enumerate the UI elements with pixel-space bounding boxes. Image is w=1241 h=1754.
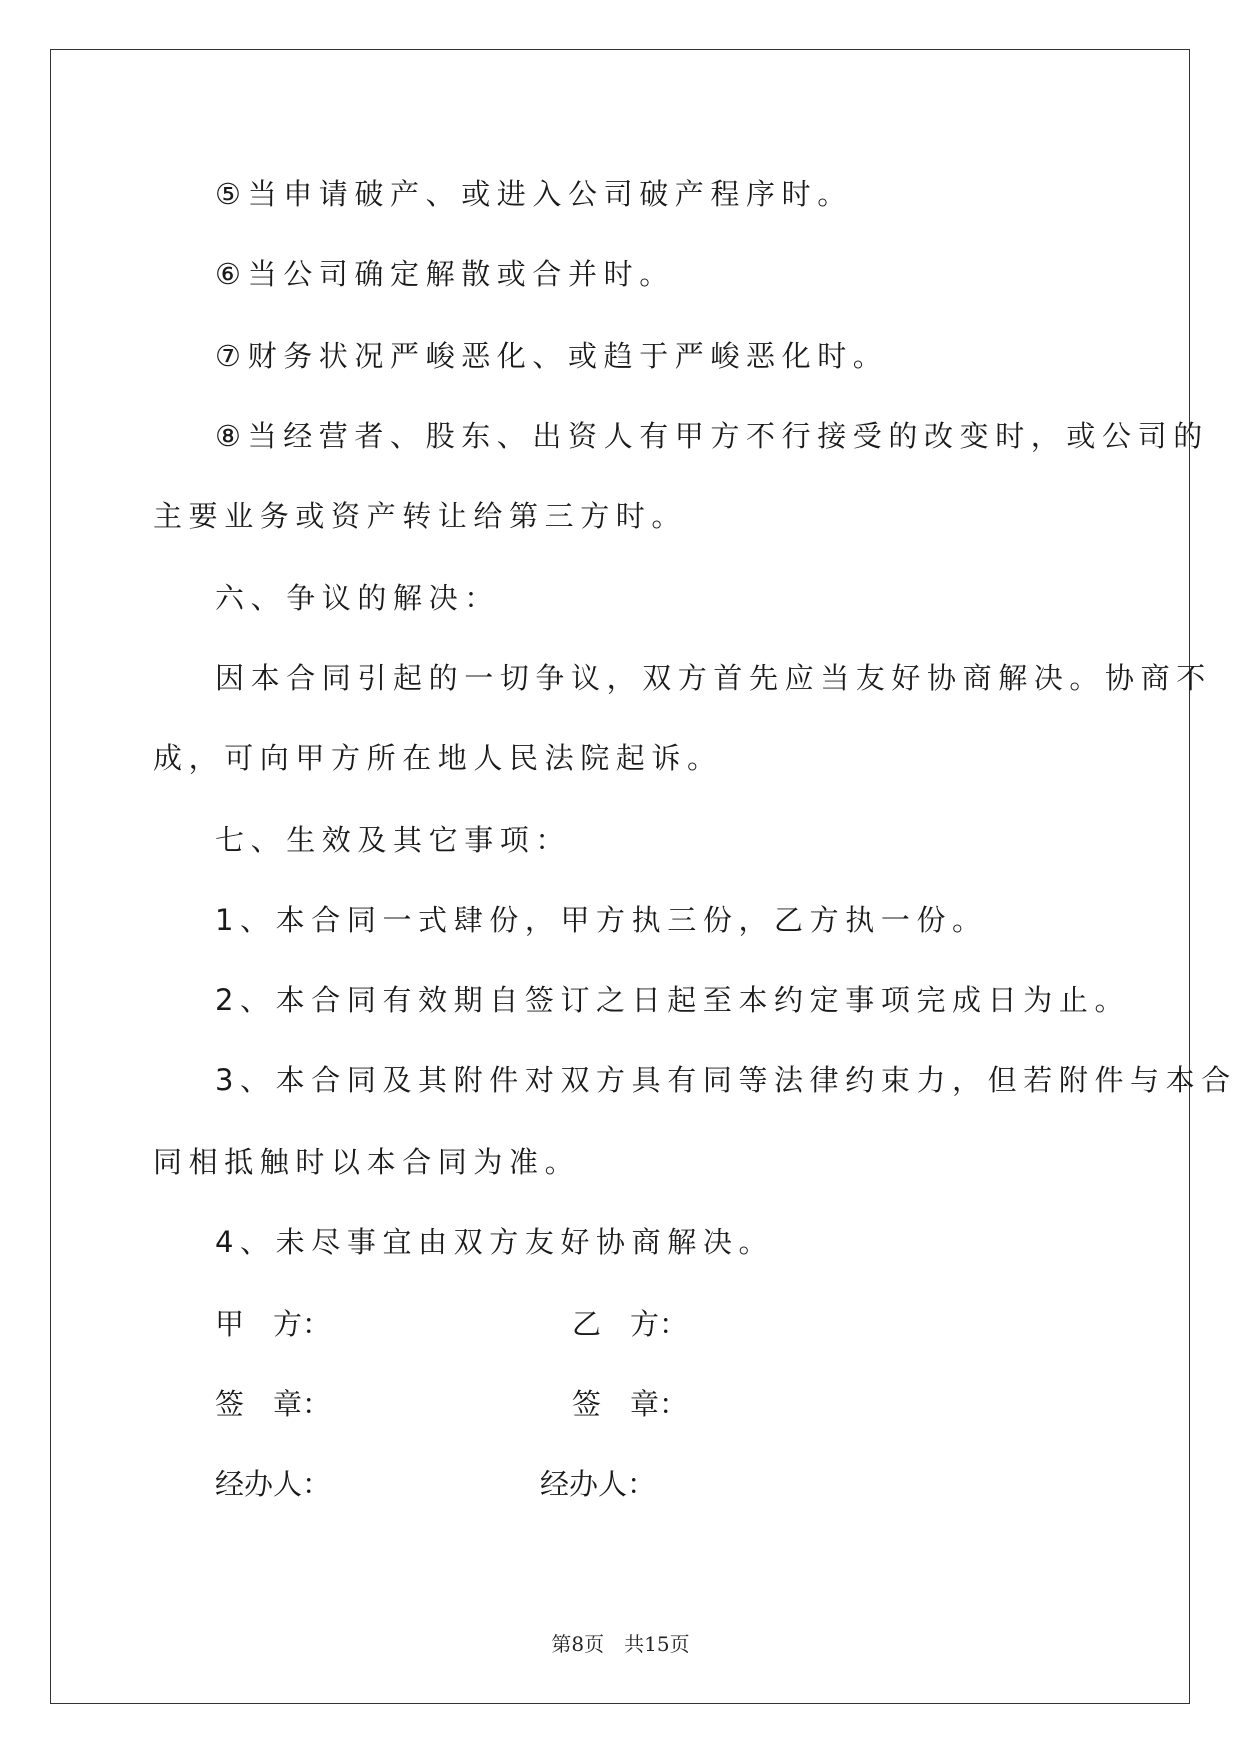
page-border (50, 49, 1190, 1704)
clause-8-continued: 主要业务或资产转让给第三方时。 (153, 499, 688, 533)
section-heading-effect: 七、生效及其它事项： (215, 823, 572, 857)
clause-8: ⑧当经营者、股东、出资人有甲方不行接受的改变时，或公司的 (215, 419, 1209, 453)
page-number-footer: 第8页 共15页 (551, 1632, 690, 1656)
section-heading-dispute: 六、争议的解决： (215, 581, 500, 615)
effect-item-1: 1、本合同一式肆份，甲方执三份，乙方执一份。 (215, 903, 988, 937)
effect-item-3: 3、本合同及其附件对双方具有同等法律约束力，但若附件与本合 (215, 1063, 1237, 1097)
party-b-label: 乙 方： (572, 1307, 689, 1341)
seal-a-label: 签 章： (215, 1387, 332, 1421)
clause-7: ⑦财务状况严峻恶化、或趋于严峻恶化时。 (215, 339, 889, 373)
seal-b-label: 签 章： (572, 1387, 689, 1421)
effect-item-2: 2、本合同有效期自签订之日起至本约定事项完成日为止。 (215, 983, 1131, 1017)
effect-item-4: 4、未尽事宜由双方友好协商解决。 (215, 1225, 775, 1259)
clause-6: ⑥当公司确定解散或合并时。 (215, 257, 675, 291)
agent-b-label: 经办人： (540, 1467, 657, 1501)
effect-item-3-continued: 同相抵触时以本合同为准。 (153, 1145, 581, 1179)
party-a-label: 甲 方： (215, 1307, 332, 1341)
dispute-paragraph-continued: 成，可向甲方所在地人民法院起诉。 (153, 741, 723, 775)
agent-a-label: 经办人： (215, 1467, 332, 1501)
clause-5: ⑤当申请破产、或进入公司破产程序时。 (215, 177, 853, 211)
dispute-paragraph: 因本合同引起的一切争议，双方首先应当友好协商解决。协商不 (215, 661, 1212, 695)
